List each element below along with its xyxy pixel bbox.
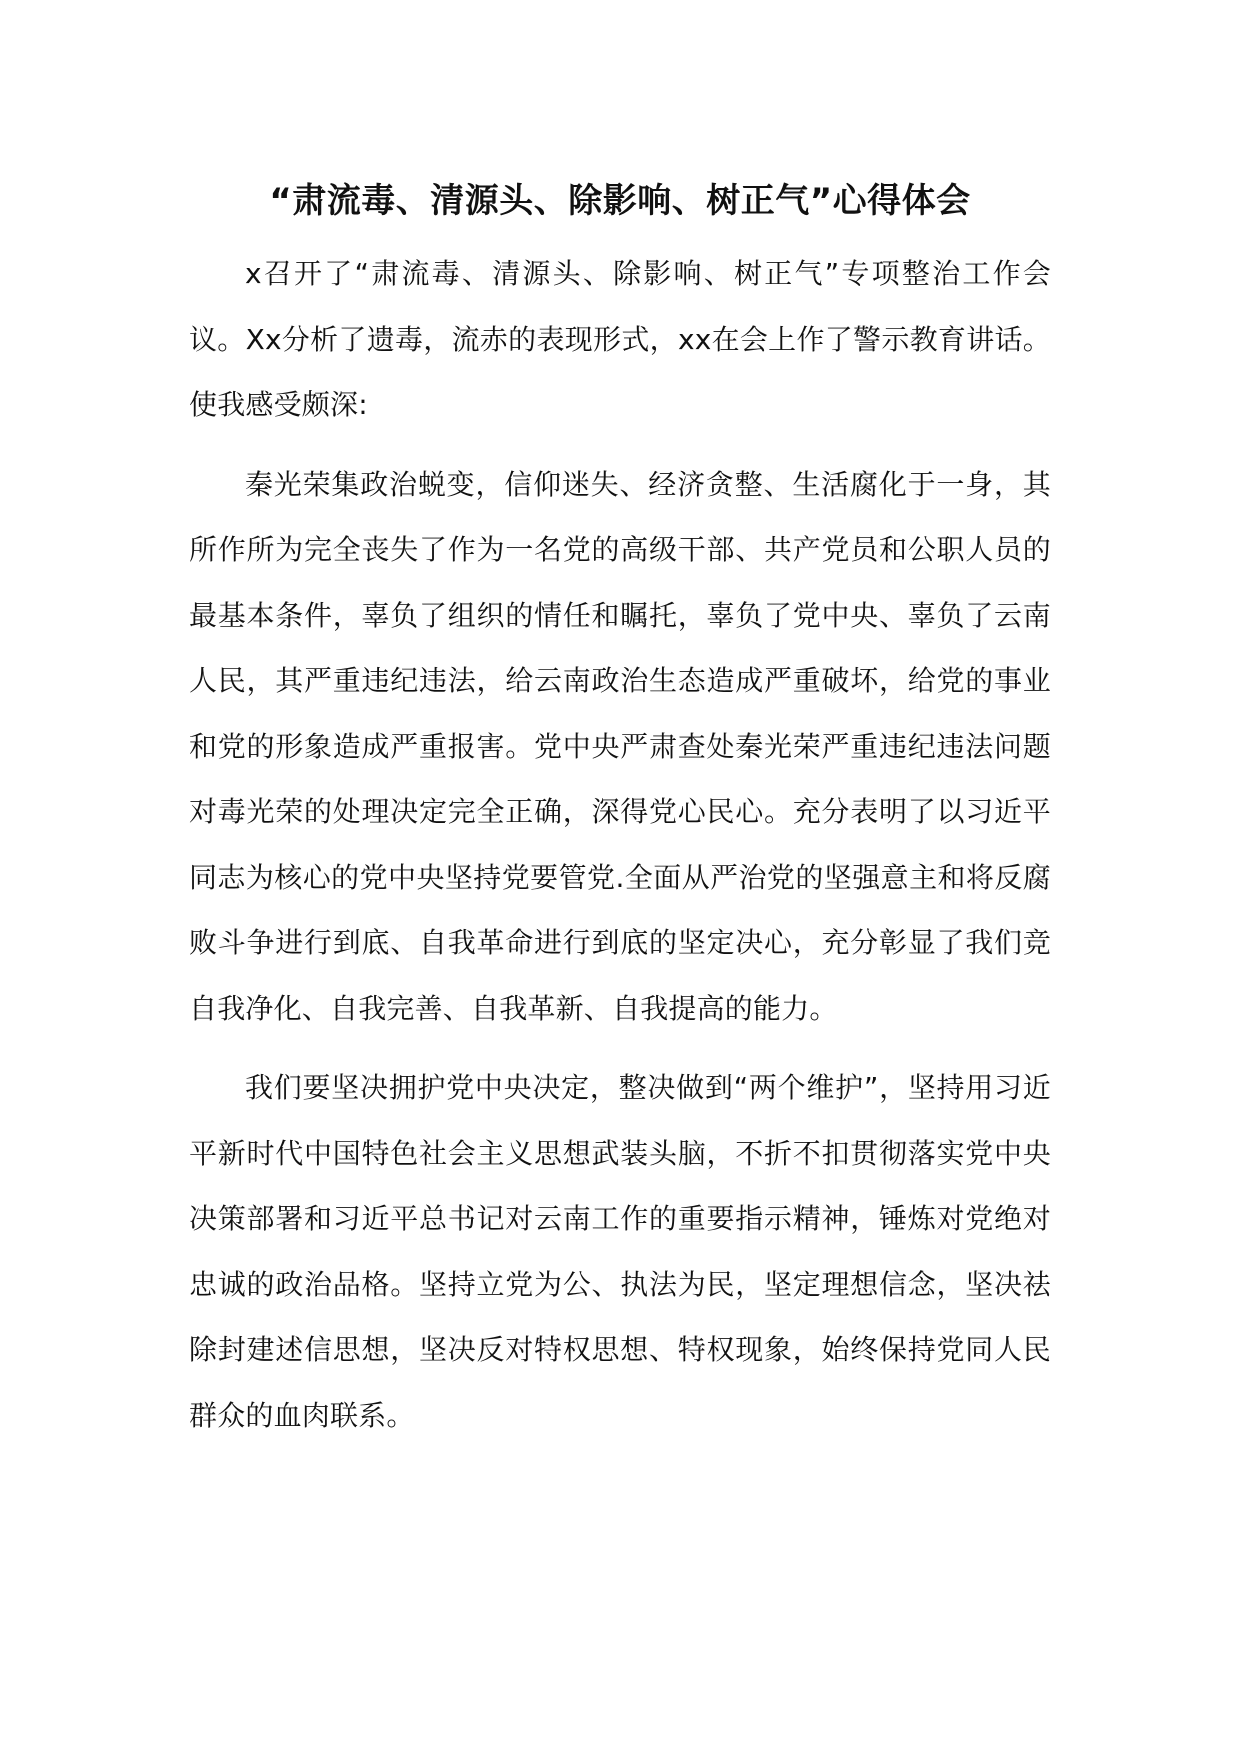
- document-page: [189, 175, 1051, 1462]
- paragraph-intro: x召开了“肃流毒、清源头、除影响、树正气”专项整治工作会议。Xx分析了遗毒，流赤的表现形式，xx在会上作了警示教育讲话。使我感受颇深:: [189, 257, 1051, 421]
- paragraph-resolution: 我们要坚决拥护党中央决定，整决做到“两个维护”，坚持用习近平新时代中国特色社会主义思想武装头脑，不折不扣贯彻落实党中央决策部署和习近平总书记对云南工作的重要指示精神，锤炼对党绝对忠诚的政治品格。坚持立党为公、执法为民，坚定理想信念，坚决祛除封建述信思想，坚决反对特权思想、特权现象，始终保持党同人民群众的血肉联系。: [189, 1071, 1051, 1432]
- document-title: “肃流毒、清源头、除影响、树正气”心得体会: [269, 181, 971, 221]
- paragraph-body: 秦光荣集政治蜕变，信仰迷失、经济贪整、生活腐化于一身，其所作所为完全丧失了作为一名党的高级干部、共产党员和公职人员的最基本条件，辜负了组织的情任和瞩托，辜负了党中央、辜负了云南人民，其严重违纪违法，给云南政治生态造成严重破坏，给党的事业和党的形象造成严重报害。党中央严肃查处秦光荣严重违纪违法问题对毒光荣的处理决定完全正确，深得党心民心。充分表明了以习近平同志为核心的党中央坚持党要管党.全面从严治党的坚强意主和将反腐败斗争进行到底、自我革命进行到底的坚定决心，充分彰显了我们竞自我净化、自我完善、自我革新、自我提高的能力。: [189, 467, 1051, 1025]
